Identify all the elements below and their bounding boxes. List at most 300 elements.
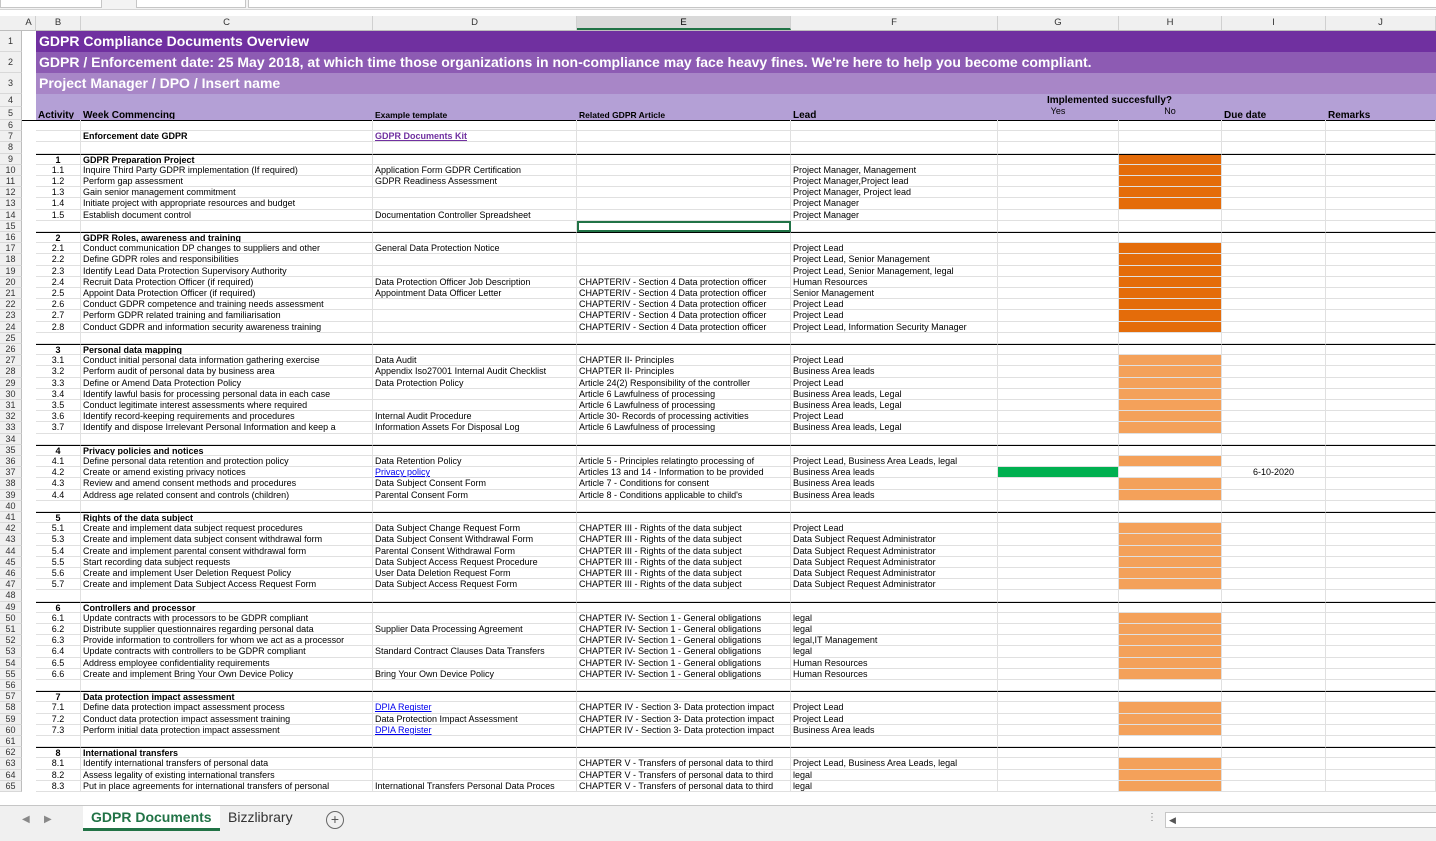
cell-j[interactable] xyxy=(1326,557,1436,568)
cell-i[interactable] xyxy=(1222,613,1326,624)
cell-c[interactable] xyxy=(81,221,373,232)
cell-j[interactable] xyxy=(1326,714,1436,725)
cell-g[interactable] xyxy=(998,142,1119,153)
cell-f[interactable] xyxy=(791,232,998,243)
activity-description[interactable]: Perform initial data protection impact assessment xyxy=(81,725,373,736)
row-header[interactable]: 26 xyxy=(0,344,22,355)
cell-g[interactable] xyxy=(998,389,1119,400)
cell-j[interactable] xyxy=(1326,568,1436,579)
status-no-cell[interactable] xyxy=(1119,176,1222,187)
row-header[interactable]: 33 xyxy=(0,422,22,433)
cell-d[interactable] xyxy=(373,602,577,613)
lead-name[interactable]: Business Area leads xyxy=(791,490,998,501)
cell-d[interactable] xyxy=(373,266,577,277)
cell-b[interactable] xyxy=(36,590,81,601)
status-no-cell[interactable] xyxy=(1119,534,1222,545)
cell-e[interactable] xyxy=(577,243,791,254)
template-name[interactable]: Supplier Data Processing Agreement xyxy=(373,624,577,635)
cell-g[interactable] xyxy=(998,714,1119,725)
header-cell[interactable] xyxy=(36,94,81,107)
cell-e[interactable] xyxy=(577,176,791,187)
cell-j[interactable] xyxy=(1326,770,1436,781)
cell-i[interactable] xyxy=(1222,658,1326,669)
row-header[interactable]: 22 xyxy=(0,299,22,310)
cell-c[interactable] xyxy=(81,736,373,747)
cell-j[interactable] xyxy=(1326,512,1436,523)
cell-g[interactable] xyxy=(998,747,1119,758)
cell-h[interactable] xyxy=(1119,221,1222,232)
header-cell[interactable] xyxy=(1326,94,1436,107)
cell-f[interactable] xyxy=(791,691,998,702)
cell-j[interactable] xyxy=(1326,456,1436,467)
cell-i[interactable] xyxy=(1222,266,1326,277)
row-header[interactable]: 14 xyxy=(0,210,22,221)
activity-number[interactable]: 3.4 xyxy=(36,389,81,400)
row-header[interactable]: 37 xyxy=(0,467,22,478)
row-header[interactable]: 23 xyxy=(0,310,22,321)
template-name[interactable]: Data Protection Officer Job Description xyxy=(373,277,577,288)
row-header[interactable]: 46 xyxy=(0,568,22,579)
cell-h[interactable] xyxy=(1119,602,1222,613)
status-no-cell[interactable] xyxy=(1119,299,1222,310)
cell-j[interactable] xyxy=(1326,501,1436,512)
cell-j[interactable] xyxy=(1326,198,1436,209)
cell-h[interactable] xyxy=(1119,512,1222,523)
row-header[interactable]: 36 xyxy=(0,456,22,467)
column-header-g[interactable]: G xyxy=(998,16,1119,30)
cell-i[interactable] xyxy=(1222,624,1326,635)
cell-g[interactable] xyxy=(998,725,1119,736)
activity-description[interactable]: Recruit Data Protection Officer (if required) xyxy=(81,277,373,288)
cell-j[interactable] xyxy=(1326,702,1436,713)
header-cell[interactable] xyxy=(81,94,373,107)
cell-g[interactable] xyxy=(998,176,1119,187)
activity-number[interactable]: 1.1 xyxy=(36,165,81,176)
cell-i[interactable] xyxy=(1222,142,1326,153)
cell-i[interactable] xyxy=(1222,422,1326,433)
status-no-cell[interactable] xyxy=(1119,366,1222,377)
cell-e[interactable] xyxy=(577,501,791,512)
lead-name[interactable]: Project Lead xyxy=(791,310,998,321)
activity-number[interactable]: 2.2 xyxy=(36,254,81,265)
status-no-cell[interactable] xyxy=(1119,478,1222,489)
gdpr-article[interactable]: CHAPTER IV- Section 1 - General obligations xyxy=(577,635,791,646)
status-no-cell[interactable] xyxy=(1119,378,1222,389)
cell-j[interactable] xyxy=(1326,546,1436,557)
template-name[interactable]: International Transfers Personal Data Proces xyxy=(373,781,577,792)
cell-b[interactable] xyxy=(36,501,81,512)
header-due[interactable]: Due date xyxy=(1222,107,1326,120)
enforcement-banner[interactable]: GDPR / Enforcement date: 25 May 2018, at which time those organizations in non-compliance may face heavy fines. We're here to help you become compliant. xyxy=(36,52,1436,73)
activity-number[interactable]: 4.2 xyxy=(36,467,81,478)
cell-j[interactable] xyxy=(1326,187,1436,198)
row-header[interactable]: 6 xyxy=(0,120,22,131)
cell-e[interactable] xyxy=(577,131,791,142)
status-no-cell[interactable] xyxy=(1119,714,1222,725)
status-no-cell[interactable] xyxy=(1119,624,1222,635)
cell-i[interactable] xyxy=(1222,635,1326,646)
column-header-d[interactable]: D xyxy=(373,16,577,30)
row-header[interactable]: 34 xyxy=(0,434,22,445)
cell-j[interactable] xyxy=(1326,658,1436,669)
gdpr-article[interactable]: CHAPTER III - Rights of the data subject xyxy=(577,546,791,557)
cell-g[interactable] xyxy=(998,131,1119,142)
section-title[interactable]: Data protection impact assessment xyxy=(81,691,373,702)
cell-i[interactable] xyxy=(1222,736,1326,747)
activity-number[interactable]: 6.6 xyxy=(36,669,81,680)
cell-g[interactable] xyxy=(998,658,1119,669)
lead-name[interactable]: Project Manager, Project lead xyxy=(791,187,998,198)
activity-description[interactable]: Perform GDPR related training and familiarisation xyxy=(81,310,373,321)
activity-description[interactable]: Create and implement User Deletion Request Policy xyxy=(81,568,373,579)
status-no-cell[interactable] xyxy=(1119,758,1222,769)
cell-g[interactable] xyxy=(998,310,1119,321)
row-header[interactable]: 20 xyxy=(0,277,22,288)
row-header[interactable]: 18 xyxy=(0,254,22,265)
activity-description[interactable]: Define GDPR roles and responsibilities xyxy=(81,254,373,265)
cell-g[interactable] xyxy=(998,277,1119,288)
template-name[interactable]: Appointment Data Officer Letter xyxy=(373,288,577,299)
activity-number[interactable]: 7.1 xyxy=(36,702,81,713)
cell-i[interactable] xyxy=(1222,512,1326,523)
cell-e[interactable] xyxy=(577,266,791,277)
cell-j[interactable] xyxy=(1326,142,1436,153)
cell-j[interactable] xyxy=(1326,277,1436,288)
name-box[interactable] xyxy=(0,0,102,8)
row-header[interactable]: 57 xyxy=(0,691,22,702)
status-no-cell[interactable] xyxy=(1119,310,1222,321)
lead-name[interactable]: legal xyxy=(791,646,998,657)
status-no-cell[interactable] xyxy=(1119,266,1222,277)
activity-number[interactable]: 4.4 xyxy=(36,490,81,501)
cell-g[interactable] xyxy=(998,221,1119,232)
row-header[interactable]: 60 xyxy=(0,725,22,736)
activity-number[interactable]: 1 xyxy=(36,154,81,165)
cell-f[interactable] xyxy=(791,501,998,512)
cell-j[interactable] xyxy=(1326,758,1436,769)
cell-g[interactable] xyxy=(998,232,1119,243)
cell-j[interactable] xyxy=(1326,322,1436,333)
cell-i[interactable] xyxy=(1222,210,1326,221)
cell-d[interactable] xyxy=(373,758,577,769)
lead-name[interactable]: Project Lead, Senior Management, legal xyxy=(791,266,998,277)
cell-g[interactable] xyxy=(998,624,1119,635)
template-name[interactable]: Data Protection Policy xyxy=(373,378,577,389)
activity-description[interactable]: Conduct legitimate interest assessments where required xyxy=(81,400,373,411)
gdpr-article[interactable]: CHAPTER III - Rights of the data subject xyxy=(577,523,791,534)
lead-name[interactable]: Human Resources xyxy=(791,658,998,669)
cell-f[interactable] xyxy=(791,680,998,691)
status-no-cell[interactable] xyxy=(1119,557,1222,568)
gdpr-article[interactable]: CHAPTER II- Principles xyxy=(577,366,791,377)
header-cell[interactable] xyxy=(1222,94,1326,107)
row-header[interactable]: 64 xyxy=(0,770,22,781)
cell-i[interactable] xyxy=(1222,131,1326,142)
cell-d[interactable] xyxy=(373,400,577,411)
cell-e[interactable] xyxy=(577,512,791,523)
cell-j[interactable] xyxy=(1326,400,1436,411)
activity-description[interactable]: Create and implement Bring Your Own Device Policy xyxy=(81,669,373,680)
cell-g[interactable] xyxy=(998,165,1119,176)
lead-name[interactable]: Business Area leads xyxy=(791,467,998,478)
cell-i[interactable] xyxy=(1222,299,1326,310)
cell-d[interactable] xyxy=(373,322,577,333)
cell-i[interactable] xyxy=(1222,523,1326,534)
lead-name[interactable]: Data Subject Request Administrator xyxy=(791,557,998,568)
cell-g[interactable] xyxy=(998,478,1119,489)
cell-i[interactable] xyxy=(1222,198,1326,209)
activity-number[interactable]: 8.3 xyxy=(36,781,81,792)
cell-d[interactable] xyxy=(373,691,577,702)
cell-d[interactable] xyxy=(373,198,577,209)
activity-description[interactable]: Inquire Third Party GDPR implementation (If required) xyxy=(81,165,373,176)
status-no-cell[interactable] xyxy=(1119,490,1222,501)
cell-g[interactable] xyxy=(998,736,1119,747)
cell-i[interactable] xyxy=(1222,187,1326,198)
row-header[interactable]: 15 xyxy=(0,221,22,232)
gdpr-article[interactable]: CHAPTERIV - Section 4 Data protection officer xyxy=(577,277,791,288)
cell-f[interactable] xyxy=(791,221,998,232)
section-title[interactable]: Privacy policies and notices xyxy=(81,445,373,456)
row-header[interactable]: 3 xyxy=(0,73,22,94)
column-header-f[interactable]: F xyxy=(791,16,998,30)
cell-h[interactable] xyxy=(1119,232,1222,243)
cell-b[interactable] xyxy=(36,142,81,153)
row-header[interactable]: 41 xyxy=(0,512,22,523)
activity-number[interactable]: 8.1 xyxy=(36,758,81,769)
row-header[interactable]: 4 xyxy=(0,94,22,107)
cell-d[interactable] xyxy=(373,658,577,669)
row-header[interactable]: 54 xyxy=(0,658,22,669)
activity-description[interactable]: Create and implement Data Subject Access Request Form xyxy=(81,579,373,590)
cell-j[interactable] xyxy=(1326,389,1436,400)
row-header[interactable]: 13 xyxy=(0,198,22,209)
cell-i[interactable] xyxy=(1222,165,1326,176)
cell-d[interactable] xyxy=(373,221,577,232)
activity-description[interactable]: Address employee confidentiality requirements xyxy=(81,658,373,669)
template-name[interactable]: Data Retention Policy xyxy=(373,456,577,467)
cell-j[interactable] xyxy=(1326,635,1436,646)
cell-d[interactable] xyxy=(373,299,577,310)
activity-number[interactable]: 6.1 xyxy=(36,613,81,624)
cell-i[interactable] xyxy=(1222,557,1326,568)
activity-description[interactable]: Identify lawful basis for processing personal data in each case xyxy=(81,389,373,400)
cell-d[interactable] xyxy=(373,512,577,523)
gdpr-article[interactable]: CHAPTER IV - Section 3- Data protection impact xyxy=(577,702,791,713)
lead-name[interactable]: Project Manager xyxy=(791,210,998,221)
lead-name[interactable]: Senior Management xyxy=(791,288,998,299)
cell-i[interactable] xyxy=(1222,120,1326,131)
cell-j[interactable] xyxy=(1326,299,1436,310)
cell-h[interactable] xyxy=(1119,131,1222,142)
cell-i[interactable] xyxy=(1222,378,1326,389)
cell-g[interactable] xyxy=(998,366,1119,377)
cell-f[interactable] xyxy=(791,736,998,747)
cell-j[interactable] xyxy=(1326,333,1436,344)
activity-number[interactable]: 4.1 xyxy=(36,456,81,467)
cell-i[interactable] xyxy=(1222,691,1326,702)
gdpr-article[interactable]: Article 6 Lawfulness of processing xyxy=(577,400,791,411)
cell-g[interactable] xyxy=(998,120,1119,131)
cell-f[interactable] xyxy=(791,154,998,165)
lead-name[interactable]: Project Lead xyxy=(791,243,998,254)
cell-j[interactable] xyxy=(1326,602,1436,613)
gdpr-article[interactable]: Article 30- Records of processing activities xyxy=(577,411,791,422)
cell-f[interactable] xyxy=(791,590,998,601)
gdpr-article[interactable]: CHAPTER V - Transfers of personal data to third xyxy=(577,781,791,792)
template-name[interactable]: General Data Protection Notice xyxy=(373,243,577,254)
status-no-cell[interactable] xyxy=(1119,568,1222,579)
column-header-e[interactable]: E xyxy=(577,16,791,30)
activity-number[interactable]: 6.5 xyxy=(36,658,81,669)
activity-description[interactable]: Perform gap assessment xyxy=(81,176,373,187)
lead-name[interactable]: Human Resources xyxy=(791,277,998,288)
gdpr-article[interactable]: CHAPTER IV- Section 1 - General obligations xyxy=(577,658,791,669)
cell-f[interactable] xyxy=(791,434,998,445)
lead-name[interactable]: Project Lead xyxy=(791,523,998,534)
cell-h[interactable] xyxy=(1119,501,1222,512)
cell-b[interactable] xyxy=(36,736,81,747)
cell-h[interactable] xyxy=(1119,590,1222,601)
lead-name[interactable]: Data Subject Request Administrator xyxy=(791,534,998,545)
cell-f[interactable] xyxy=(791,344,998,355)
gdpr-article[interactable]: CHAPTER III - Rights of the data subject xyxy=(577,534,791,545)
cell-i[interactable] xyxy=(1222,456,1326,467)
section-title[interactable]: Rights of the data subject xyxy=(81,512,373,523)
cell-e[interactable] xyxy=(577,602,791,613)
lead-name[interactable]: legal xyxy=(791,613,998,624)
cell-e[interactable] xyxy=(577,154,791,165)
cell-f[interactable] xyxy=(791,120,998,131)
activity-description[interactable]: Gain senior management commitment xyxy=(81,187,373,198)
cell-h[interactable] xyxy=(1119,120,1222,131)
cell-j[interactable] xyxy=(1326,221,1436,232)
activity-description[interactable]: Put in place agreements for international transfers of personal xyxy=(81,781,373,792)
header-activity[interactable]: Activity xyxy=(36,107,81,120)
cell-g[interactable] xyxy=(998,400,1119,411)
row-header[interactable]: 27 xyxy=(0,355,22,366)
row-header[interactable]: 35 xyxy=(0,445,22,456)
status-no-cell[interactable] xyxy=(1119,411,1222,422)
template-name[interactable]: Application Form GDPR Certification xyxy=(373,165,577,176)
gdpr-article[interactable]: CHAPTER IV - Section 3- Data protection impact xyxy=(577,714,791,725)
cell-i[interactable] xyxy=(1222,277,1326,288)
row-header[interactable]: 29 xyxy=(0,378,22,389)
cell-g[interactable] xyxy=(998,198,1119,209)
cell-j[interactable] xyxy=(1326,266,1436,277)
template-name[interactable]: Documentation Controller Spreadsheet xyxy=(373,210,577,221)
cell-j[interactable] xyxy=(1326,120,1436,131)
lead-name[interactable]: Business Area leads, Legal xyxy=(791,389,998,400)
status-no-cell[interactable] xyxy=(1119,400,1222,411)
activity-description[interactable]: Conduct GDPR competence and training needs assessment xyxy=(81,299,373,310)
next-sheet-icon[interactable]: ▶ xyxy=(44,814,52,825)
cell-j[interactable] xyxy=(1326,176,1436,187)
template-link[interactable]: Privacy policy xyxy=(373,467,577,478)
column-header-i[interactable]: I xyxy=(1222,16,1326,30)
cell-g[interactable] xyxy=(998,445,1119,456)
activity-description[interactable]: Create and implement data subject consent withdrawal form xyxy=(81,534,373,545)
status-no-cell[interactable] xyxy=(1119,243,1222,254)
cell-g[interactable] xyxy=(998,154,1119,165)
column-header-j[interactable]: J xyxy=(1326,16,1436,30)
cell-i[interactable] xyxy=(1222,411,1326,422)
cell-j[interactable] xyxy=(1326,534,1436,545)
status-no-cell[interactable] xyxy=(1119,322,1222,333)
cell-e[interactable] xyxy=(577,680,791,691)
cell-g[interactable] xyxy=(998,456,1119,467)
cell-e[interactable] xyxy=(577,120,791,131)
cell-d[interactable] xyxy=(373,232,577,243)
activity-number[interactable]: 1.4 xyxy=(36,198,81,209)
gdpr-article[interactable]: Articles 13 and 14 - Information to be provided xyxy=(577,467,791,478)
cell-e[interactable] xyxy=(577,434,791,445)
cell-j[interactable] xyxy=(1326,210,1436,221)
gdpr-article[interactable]: CHAPTER IV- Section 1 - General obligations xyxy=(577,624,791,635)
activity-number[interactable]: 6.3 xyxy=(36,635,81,646)
cell-g[interactable] xyxy=(998,378,1119,389)
cell-j[interactable] xyxy=(1326,579,1436,590)
cell-i[interactable] xyxy=(1222,445,1326,456)
cell-e[interactable] xyxy=(577,232,791,243)
cell-j[interactable] xyxy=(1326,613,1436,624)
activity-number[interactable]: 3.6 xyxy=(36,411,81,422)
row-header[interactable]: 2 xyxy=(0,52,22,73)
status-no-cell[interactable] xyxy=(1119,658,1222,669)
gdpr-article[interactable]: Article 24(2) Responsibility of the controller xyxy=(577,378,791,389)
cell-i[interactable] xyxy=(1222,344,1326,355)
cell-j[interactable] xyxy=(1326,781,1436,792)
cell-g[interactable] xyxy=(998,333,1119,344)
cell-g[interactable] xyxy=(998,579,1119,590)
template-name[interactable]: Parental Consent Form xyxy=(373,490,577,501)
activity-description[interactable]: Define or Amend Data Protection Policy xyxy=(81,378,373,389)
section-title[interactable]: GDPR Preparation Project xyxy=(81,154,373,165)
cell-d[interactable] xyxy=(373,635,577,646)
tab-gdpr-documents[interactable]: GDPR Documents xyxy=(83,806,220,831)
activity-number[interactable]: 5.4 xyxy=(36,546,81,557)
status-no-cell[interactable] xyxy=(1119,702,1222,713)
cell-g[interactable] xyxy=(998,422,1119,433)
cell-j[interactable] xyxy=(1326,422,1436,433)
lead-name[interactable]: Business Area leads, Legal xyxy=(791,400,998,411)
status-no-cell[interactable] xyxy=(1119,635,1222,646)
cell-c[interactable] xyxy=(81,680,373,691)
gdpr-article[interactable]: CHAPTER II- Principles xyxy=(577,355,791,366)
row-header[interactable]: 17 xyxy=(0,243,22,254)
cell-b[interactable] xyxy=(36,333,81,344)
cell-g[interactable] xyxy=(998,702,1119,713)
status-no-cell[interactable] xyxy=(1119,725,1222,736)
selected-cell[interactable] xyxy=(577,221,791,232)
status-no-cell[interactable] xyxy=(1119,389,1222,400)
cell-i[interactable] xyxy=(1222,758,1326,769)
cell-f[interactable] xyxy=(791,747,998,758)
cell-d[interactable] xyxy=(373,747,577,758)
status-no-cell[interactable] xyxy=(1119,154,1222,165)
activity-description[interactable]: Appoint Data Protection Officer (if required) xyxy=(81,288,373,299)
activity-number[interactable]: 5.5 xyxy=(36,557,81,568)
lead-name[interactable]: Project Lead xyxy=(791,702,998,713)
cell-i[interactable] xyxy=(1222,389,1326,400)
cell-g[interactable] xyxy=(998,355,1119,366)
cell-d[interactable] xyxy=(373,389,577,400)
activity-number[interactable]: 7.3 xyxy=(36,725,81,736)
function-box[interactable] xyxy=(136,0,246,8)
activity-number[interactable]: 1.5 xyxy=(36,210,81,221)
cell-c[interactable] xyxy=(81,120,373,131)
cell-f[interactable] xyxy=(791,602,998,613)
